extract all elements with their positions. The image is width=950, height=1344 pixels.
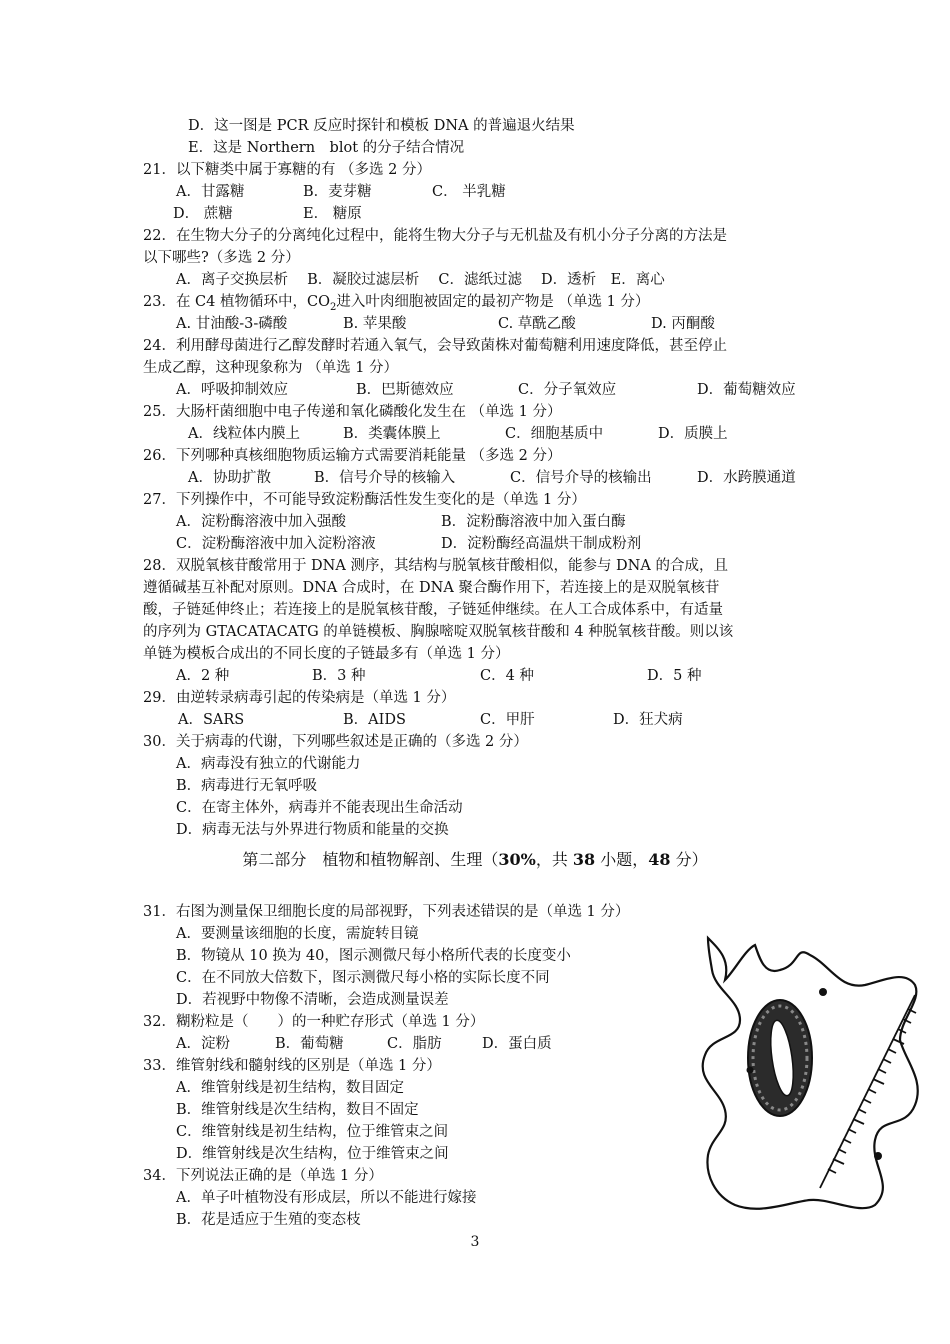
question-22: 22．在生物大分子的分离纯化过程中，能将生物大分子与无机盐及有机小分子分离的方法是 xyxy=(143,228,727,244)
dot-1 xyxy=(819,988,827,996)
option-27a: A．淀粉酶溶液中加入强酸 xyxy=(176,514,346,530)
option-32a: A．淀粉 xyxy=(176,1036,230,1052)
question-32: 32．糊粉粒是（ ）的一种贮存形式（单选 1 分） xyxy=(143,1014,485,1030)
section-heading: 第二部分 植物和植物解剖、生理（30%，共 38 小题，48 分） xyxy=(242,850,708,869)
option-24b: B．巴斯德效应 xyxy=(356,382,454,398)
option-33b: B．维管射线是次生结构，数目不固定 xyxy=(176,1102,419,1118)
question-30: 30．关于病毒的代谢，下列哪些叙述是正确的（多选 2 分） xyxy=(143,734,528,750)
option-25d: D．质膜上 xyxy=(658,426,728,442)
question-28: 28．双脱氧核苷酸常用于 DNA 测序，其结构与脱氧核苷酸相似，能参与 DNA 的合成，且 xyxy=(143,558,728,574)
option-31d: D．若视野中物像不清晰，会造成测量误差 xyxy=(176,992,449,1008)
question-28-l2: 遵循碱基互补配对原则。DNA 合成时，在 DNA 聚合酶作用下，若连接上的是双脱氧核苷 xyxy=(143,580,720,596)
options-22: A．离子交换层析 B．凝胶过滤层析 C．滤纸过滤 D．透析 E．离心 xyxy=(176,272,665,288)
page-number: 3 xyxy=(470,1234,480,1250)
option-23c: C. 草酰乙酸 xyxy=(498,316,576,332)
question-34: 34．下列说法正确的是（单选 1 分） xyxy=(143,1168,383,1184)
option-28a: A．2 种 xyxy=(176,668,230,684)
option-26d: D．水跨膜通道 xyxy=(697,470,796,486)
option-24c: C．分子氧效应 xyxy=(518,382,617,398)
question-25: 25．大肠杆菌细胞中电子传递和氧化磷酸化发生在 （单选 1 分） xyxy=(143,404,562,420)
question-28-l4: 的序列为 GTACATACATG 的单链模板、胸腺嘧啶双脱氧核苷酸和 4 种脱氧核苷酸。则以该 xyxy=(143,624,734,640)
option-29c: C．甲肝 xyxy=(480,712,535,728)
option-25a: A．线粒体内膜上 xyxy=(188,426,300,442)
option-32b: B．葡萄糖 xyxy=(275,1036,344,1052)
option-30a: A．病毒没有独立的代谢能力 xyxy=(176,756,361,772)
option-23b: B. 苹果酸 xyxy=(343,316,407,332)
option-27b: B．淀粉酶溶液中加入蛋白酶 xyxy=(441,514,626,530)
option-28c: C．4 种 xyxy=(480,668,534,684)
question-28-l3: 酸，子链延伸终止；若连接上的是脱氧核苷酸，子链延伸继续。在人工合成体系中，有适量 xyxy=(143,602,723,618)
option-32c: C．脂肪 xyxy=(387,1036,442,1052)
option-30d: D．病毒无法与外界进行物质和能量的交换 xyxy=(176,822,449,838)
option-24d: D．葡萄糖效应 xyxy=(697,382,796,398)
dot-2 xyxy=(747,1067,754,1074)
option-21a: A．甘露糖 xyxy=(176,184,245,200)
option-27d: D．淀粉酶经高温烘干制成粉剂 xyxy=(441,536,642,552)
option-30b: B．病毒进行无氧呼吸 xyxy=(176,778,318,794)
question-28-l5: 单链为模板合成出的不同长度的子链最多有（单选 1 分） xyxy=(143,646,510,662)
option-29a: A．SARS xyxy=(178,712,245,728)
question-33: 33．维管射线和髓射线的区别是（单选 1 分） xyxy=(143,1058,441,1074)
question-24-cont: 生成乙醇，这种现象称为 （单选 1 分） xyxy=(143,360,399,376)
micrometer-scale xyxy=(820,995,916,1188)
option-25c: C．细胞基质中 xyxy=(505,426,604,442)
option-23a: A. 甘油酸-3-磷酸 xyxy=(176,316,288,332)
option-29d: D．狂犬病 xyxy=(613,712,683,728)
question-31: 31．右图为测量保卫细胞长度的局部视野，下列表述错误的是（单选 1 分） xyxy=(143,904,630,920)
option-25b: B．类囊体膜上 xyxy=(343,426,441,442)
question-27: 27．下列操作中，不可能导致淀粉酶活性发生变化的是（单选 1 分） xyxy=(143,492,586,508)
option-26c: C．信号介导的核输出 xyxy=(510,470,652,486)
option-31b: B．物镜从 10 换为 40，图示测微尺每小格所代表的长度变小 xyxy=(176,948,571,964)
option-29b: B．AIDS xyxy=(343,712,406,728)
option-34a: A．单子叶植物没有形成层，所以不能进行嫁接 xyxy=(176,1190,477,1206)
option-27c: C．淀粉酶溶液中加入淀粉溶液 xyxy=(176,536,376,552)
option-21b: B．麦芽糖 xyxy=(303,184,372,200)
option-21c: C． 半乳糖 xyxy=(432,184,506,200)
option-28b: B．3 种 xyxy=(312,668,366,684)
question-22-cont: 以下哪些?（多选 2 分） xyxy=(143,250,300,266)
question-29: 29．由逆转录病毒引起的传染病是（单选 1 分） xyxy=(143,690,456,706)
option-21e: E． 糖原 xyxy=(303,206,362,222)
option-33d: D．维管射线是次生结构，位于维管束之间 xyxy=(176,1146,449,1162)
option-23d: D. 丙酮酸 xyxy=(651,316,715,332)
question-26: 26．下列哪种真核细胞物质运输方式需要消耗能量 （多选 2 分） xyxy=(143,448,562,464)
line-d: D．这一图是 PCR 反应时探针和模板 DNA 的普遍退火结果 xyxy=(188,118,575,134)
option-24a: A．呼吸抑制效应 xyxy=(176,382,288,398)
option-26a: A．协助扩散 xyxy=(188,470,271,486)
dot-3 xyxy=(874,1152,882,1160)
question-21: 21．以下糖类中属于寡糖的有 （多选 2 分） xyxy=(143,162,432,178)
option-33a: A．维管射线是初生结构，数目固定 xyxy=(176,1080,404,1096)
option-33c: C．维管射线是初生结构，位于维管束之间 xyxy=(176,1124,449,1140)
question-23: 23．在 C4 植物循环中，$CO_2$进入叶肉细胞被固定的最初产物是 （单选 1 分） xyxy=(143,294,650,313)
option-31a: A．要测量该细胞的长度，需旋转目镜 xyxy=(176,926,419,942)
question-24: 24．利用酵母菌进行乙醇发酵时若通入氧气，会导致菌株对葡萄糖利用速度降低，甚至停止 xyxy=(143,338,727,354)
option-32d: D．蛋白质 xyxy=(482,1036,552,1052)
option-30c: C．在寄主体外，病毒并不能表现出生命活动 xyxy=(176,800,463,816)
option-31c: C．在不同放大倍数下，图示测微尺每小格的实际长度不同 xyxy=(176,970,550,986)
option-28d: D．5 种 xyxy=(647,668,702,684)
guard-cell-figure xyxy=(700,930,940,1220)
option-34b: B．花是适应于生殖的变态枝 xyxy=(176,1212,361,1228)
option-21d: D． 蔗糖 xyxy=(173,206,233,222)
line-e: E．这是 Northern blot 的分子结合情况 xyxy=(188,140,465,156)
option-26b: B．信号介导的核输入 xyxy=(314,470,456,486)
